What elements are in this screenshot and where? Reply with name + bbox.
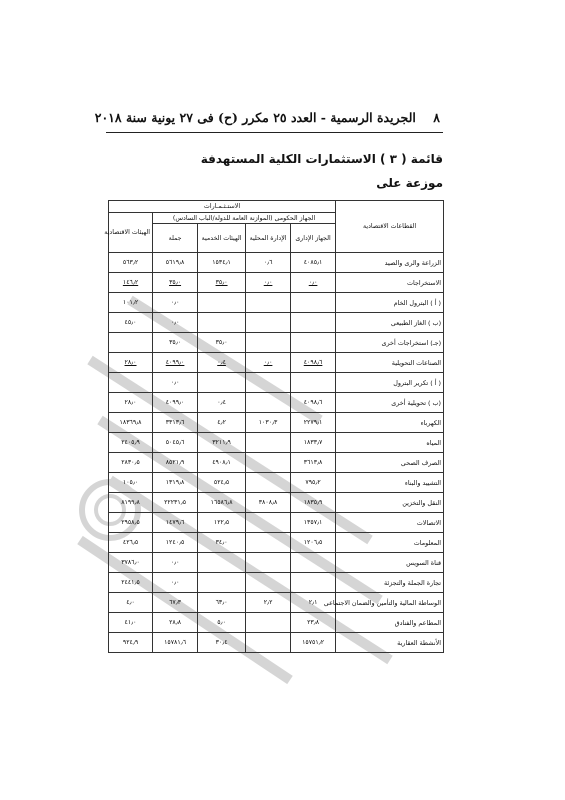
cell-sector: الصناعات التحويلية <box>336 353 444 373</box>
cell-admin: ٤٠٨٥٫١ <box>291 253 336 273</box>
cell-total: ٣٥٫٠ <box>153 273 198 293</box>
col-header-sector: القطاعات الاقتصادية <box>336 201 444 253</box>
cell-sector: الاتصالات <box>336 513 444 533</box>
cell-total: ٣٥٫٠ <box>153 333 198 353</box>
cell-sector: (جـ) استخراجات أخرى <box>336 333 444 353</box>
cell-local <box>246 473 291 493</box>
cell-admin: ١٨٣٣٫٧ <box>291 433 336 453</box>
cell-local <box>246 293 291 313</box>
cell-services <box>198 553 246 573</box>
cell-total: ١٥٧٨١٫٦ <box>153 633 198 653</box>
cell-total: ٤٠٩٩٫٠ <box>153 353 198 373</box>
cell-sector: النقل والتخزين <box>336 493 444 513</box>
cell-economic <box>109 373 153 393</box>
cell-services: ٣٥٫٠ <box>198 333 246 353</box>
cell-economic: ١٤٦٫٢ <box>109 273 153 293</box>
cell-admin <box>291 333 336 353</box>
cell-services <box>198 313 246 333</box>
cell-total: ٠٫٠ <box>153 293 198 313</box>
cell-admin: ٢٣٫٨ <box>291 613 336 633</box>
col-header-services: الهيئات الخدمية <box>198 224 246 253</box>
cell-services <box>198 573 246 593</box>
table-row <box>109 513 444 533</box>
cell-total: ٢٨٫٨ <box>153 613 198 633</box>
cell-local: ٠٫٠ <box>246 273 291 293</box>
table-row <box>109 393 444 413</box>
table-row <box>109 573 444 593</box>
gazette-header <box>94 107 440 129</box>
cell-local: ١٠٣٠٫٣ <box>246 413 291 433</box>
cell-total: ٦٧٫٣ <box>153 593 198 613</box>
gazette-title: الجريدة الرسمية - العدد ٢٥ مكرر (ح) فى ٢٧ يونية سنة ٢٠١٨ <box>94 110 416 125</box>
cell-admin: ٤٠٩٨٫٦ <box>291 353 336 373</box>
cell-economic: ٢٨٣٠٫٥ <box>109 453 153 473</box>
list-title: قائمة ( ٣ ) الاستثمارات الكلية المستهدفة <box>200 152 443 166</box>
table-row <box>109 353 444 373</box>
cell-admin <box>291 313 336 333</box>
cell-sector: الأنشطة العقارية <box>336 633 444 653</box>
cell-services: ٠٫٤ <box>198 393 246 413</box>
cell-local: ٣٨٠٨٫٨ <box>246 493 291 513</box>
table-row <box>109 373 444 393</box>
cell-total: ٨٥٢١٫٩ <box>153 453 198 473</box>
cell-sector: قناة السويس <box>336 553 444 573</box>
cell-services: ٠٫٤ <box>198 353 246 373</box>
cell-sector: (ب ) تحويلية أخرى <box>336 393 444 413</box>
cell-services: ٣٥٫٠ <box>198 273 246 293</box>
table-row <box>109 473 444 493</box>
table-row <box>109 333 444 353</box>
cell-sector: المطاعم والفنادق <box>336 613 444 633</box>
cell-services: ٤٩٠٨٫١ <box>198 453 246 473</box>
cell-economic: ٤٫٠ <box>109 593 153 613</box>
cell-local <box>246 393 291 413</box>
cell-economic: ٤٢٦٫٥ <box>109 533 153 553</box>
cell-admin: ٢٢٧٩٫١ <box>291 413 336 433</box>
cell-economic: ١٠١٫٢ <box>109 293 153 313</box>
cell-total: ٣٣١٣٫٦ <box>153 413 198 433</box>
cell-admin: ١٥٧٥١٫٢ <box>291 633 336 653</box>
cell-local <box>246 613 291 633</box>
table-row <box>109 413 444 433</box>
cell-admin: ١٢٠٦٫٥ <box>291 533 336 553</box>
group-header-investments: الاستـثـمـارات <box>109 201 336 213</box>
cell-total: ٠٫٠ <box>153 553 198 573</box>
cell-total: ١٢٤٠٫٥ <box>153 533 198 553</box>
table-row <box>109 453 444 473</box>
cell-local <box>246 433 291 453</box>
cell-total: ٥٠٤٥٫٦ <box>153 433 198 453</box>
cell-total: ٠٫٠ <box>153 373 198 393</box>
cell-sector: التشييد والبناء <box>336 473 444 493</box>
cell-economic: ٢٨٫٠ <box>109 393 153 413</box>
cell-economic: ١٠٥٫٠ <box>109 473 153 493</box>
cell-services: ٣٤٫٠ <box>198 533 246 553</box>
cell-local <box>246 573 291 593</box>
cell-admin <box>291 553 336 573</box>
table-row <box>109 433 444 453</box>
cell-sector: ( أ ) البترول الخام <box>336 293 444 313</box>
cell-economic: ٨١٩٩٫٨ <box>109 493 153 513</box>
cell-total: ١٤٧٩٫٦ <box>153 513 198 533</box>
cell-sector: الوساطة المالية والتأمين والضمان الاجتماعى <box>336 593 444 613</box>
cell-total: ١٣١٩٫٨ <box>153 473 198 493</box>
cell-admin <box>291 573 336 593</box>
cell-local <box>246 313 291 333</box>
cell-sector: المياه <box>336 433 444 453</box>
table-row <box>109 253 444 273</box>
cell-admin <box>291 293 336 313</box>
cell-local <box>246 533 291 553</box>
cell-sector: الكهرباء <box>336 413 444 433</box>
cell-admin: ١٣٥٧٫١ <box>291 513 336 533</box>
cell-economic: ٢٨٫٠ <box>109 353 153 373</box>
cell-admin <box>291 373 336 393</box>
cell-sector: ( أ ) تكرير البترول <box>336 373 444 393</box>
cell-total: ٠٫٠ <box>153 313 198 333</box>
cell-sector: (ب ) الغاز الطبيعى <box>336 313 444 333</box>
cell-services: ٥٢٤٫٥ <box>198 473 246 493</box>
cell-economic: ٩٢٤٫٩ <box>109 633 153 653</box>
cell-admin: ٢٫١ <box>291 593 336 613</box>
cell-total: ٤٠٩٩٫٠ <box>153 393 198 413</box>
cell-economic: ٣٧٨٦٫٠ <box>109 553 153 573</box>
cell-economic: ٢٤٠٥٫٩ <box>109 433 153 453</box>
cell-sector: الاستخراجات <box>336 273 444 293</box>
table-row <box>109 593 444 613</box>
cell-services: ١٢٢٫٥ <box>198 513 246 533</box>
table-row <box>109 553 444 573</box>
table-row <box>109 633 444 653</box>
cell-sector: تجارة الجملة والتجزئة <box>336 573 444 593</box>
col-header-local: الإدارة المحلية <box>246 224 291 253</box>
cell-services: ٣٢١١٫٩ <box>198 433 246 453</box>
cell-economic: ١٨٣٦٩٫٨ <box>109 413 153 433</box>
cell-admin: ٤٠٩٨٫٦ <box>291 393 336 413</box>
cell-services: ٣٠٫٤ <box>198 633 246 653</box>
cell-local <box>246 373 291 393</box>
cell-local <box>246 333 291 353</box>
table-row <box>109 293 444 313</box>
cell-total: ٥٦١٩٫٨ <box>153 253 198 273</box>
cell-sector: المعلومات <box>336 533 444 553</box>
header-rule <box>106 132 443 133</box>
cell-local <box>246 553 291 573</box>
table-row <box>109 493 444 513</box>
cell-economic: ٤١٫٠ <box>109 613 153 633</box>
cell-economic: ٢٩٥٨٫٥ <box>109 513 153 533</box>
cell-services: ٤٫٢ <box>198 413 246 433</box>
cell-economic: ٥٦٣٫٢ <box>109 253 153 273</box>
col-header-economic: الهيئات الاقتصادية <box>109 213 153 253</box>
col-header-admin: الجهاز الإدارى <box>291 224 336 253</box>
cell-economic: ٢٤٤١٫٥ <box>109 573 153 593</box>
table-row <box>109 273 444 293</box>
cell-total: ٠٫٠ <box>153 573 198 593</box>
cell-admin: ٣٦١٣٫٨ <box>291 453 336 473</box>
cell-sector: الزراعة والرى والصيد <box>336 253 444 273</box>
cell-admin: ٠٫٠ <box>291 273 336 293</box>
cell-services <box>198 293 246 313</box>
cell-services: ١٥٣٤٫١ <box>198 253 246 273</box>
cell-local <box>246 633 291 653</box>
cell-services: ٥٫٠ <box>198 613 246 633</box>
cell-services: ٦٣٫٠ <box>198 593 246 613</box>
cell-total: ٢٢٢٣١٫٥ <box>153 493 198 513</box>
table-row <box>109 313 444 333</box>
cell-services <box>198 373 246 393</box>
cell-admin: ١٨٣٥٫٩ <box>291 493 336 513</box>
col-header-total: جملة <box>153 224 198 253</box>
investments-table <box>104 200 444 653</box>
cell-local: ٠٫٠ <box>246 353 291 373</box>
cell-local <box>246 513 291 533</box>
cell-economic <box>109 333 153 353</box>
list-subtitle: موزعة على <box>376 176 443 190</box>
table-row <box>109 613 444 633</box>
cell-local: ٢٫٢ <box>246 593 291 613</box>
cell-economic: ٤٥٫٠ <box>109 313 153 333</box>
table-row <box>109 533 444 553</box>
cell-admin: ٧٩٥٫٢ <box>291 473 336 493</box>
cell-services: ١٦٥٨٦٫٨ <box>198 493 246 513</box>
cell-local: ٠٫٦ <box>246 253 291 273</box>
cell-sector: الصرف الصحى <box>336 453 444 473</box>
cell-local <box>246 453 291 473</box>
group-header-government: الجهاز الحكومى (الموازنة العامة للدولة/الباب السادس) <box>153 213 336 224</box>
page-number: ٨ <box>433 110 440 125</box>
